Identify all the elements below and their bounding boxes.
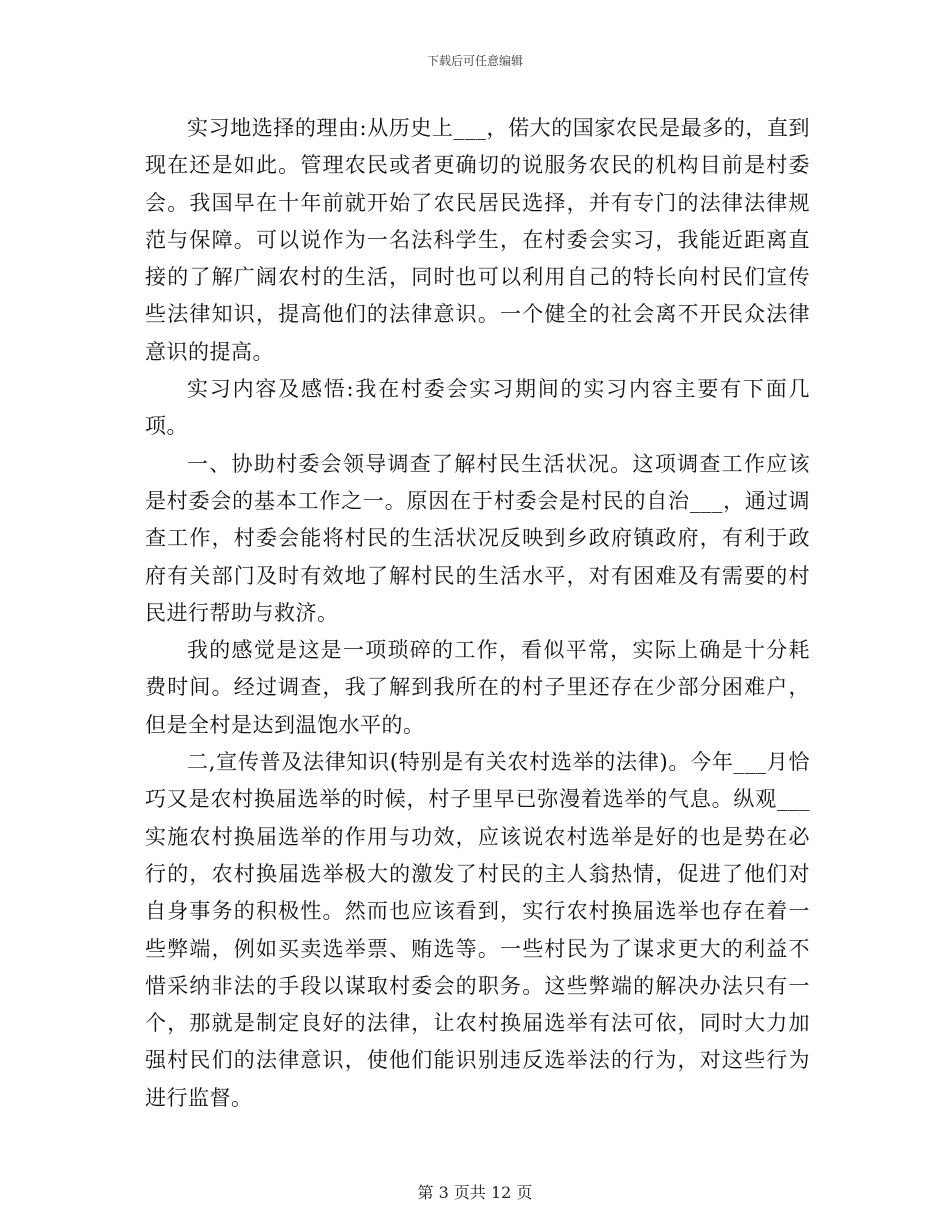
paragraph-internship-reason: 实习地选择的理由:从历史上___，偌大的国家农民是最多的，直到现在还是如此。管理农民或者更确切的说服务农民的机构目前是村委会。我国早在十年前就开始了农民居民选择，并有专门的法律法律规范与保障。可以说作为一名法科学生，在村委会实习，我能近距离直接的了解广阔农村的生活，同时也可以利用自己的特长向村民们宣传些法律知识，提高他们的法律意识。一个健全的社会离不开民众法律意识的提高。	[145, 116, 810, 364]
paragraph-law-promotion: 二,宣传普及法律知识(特别是有关农村选举的法律)。今年___月恰巧又是农村换届选举的时候，村子里早已弥漫着选举的气息。纵观___实施农村换届选举的作用与功效，应该说农村选举是好的也是势在必行的，农村换届选举极大的激发了村民的主人翁热情，促进了他们对自身事务的积极性。然而也应该看到，实行农村换届选举也存在着一些弊端，例如买卖选举票、贿选等。一些村民为了谋求更大的利益不惜采纳非法的手段以谋取村委会的职务。这些弊端的解决办法只有一个，那就是制定良好的法律，让农村换届选举有法可依，同时大力加强村民们的法律意识，使他们能识别违反选举法的行为，对这些行为进行监督。	[145, 750, 810, 1110]
paragraph-survey-feeling: 我的感觉是这是一项琐碎的工作，看似平常，实际上确是十分耗费时间。经过调查，我了解到我所在的村子里还存在少部分困难户，但是全村是达到温饱水平的。	[145, 638, 810, 737]
paragraph-survey-work: 一、协助村委会领导调查了解村民生活状况。这项调查工作应该是村委会的基本工作之一。原因在于村委会是村民的自治___，通过调查工作，村委会能将村民的生活状况反映到乡政府镇政府，有利于政府有关部门及时有效地了解村民的生活水平，对有困难及有需要的村民进行帮助与救济。	[145, 451, 810, 625]
document-body	[145, 110, 810, 1117]
page-header-note: 下载后可任意编辑	[426, 54, 523, 68]
page-number-footer: 第 3 页共 12 页	[417, 1183, 533, 1202]
paragraph-internship-content: 实习内容及感悟:我在村委会实习期间的实习内容主要有下面几项。	[145, 377, 810, 439]
